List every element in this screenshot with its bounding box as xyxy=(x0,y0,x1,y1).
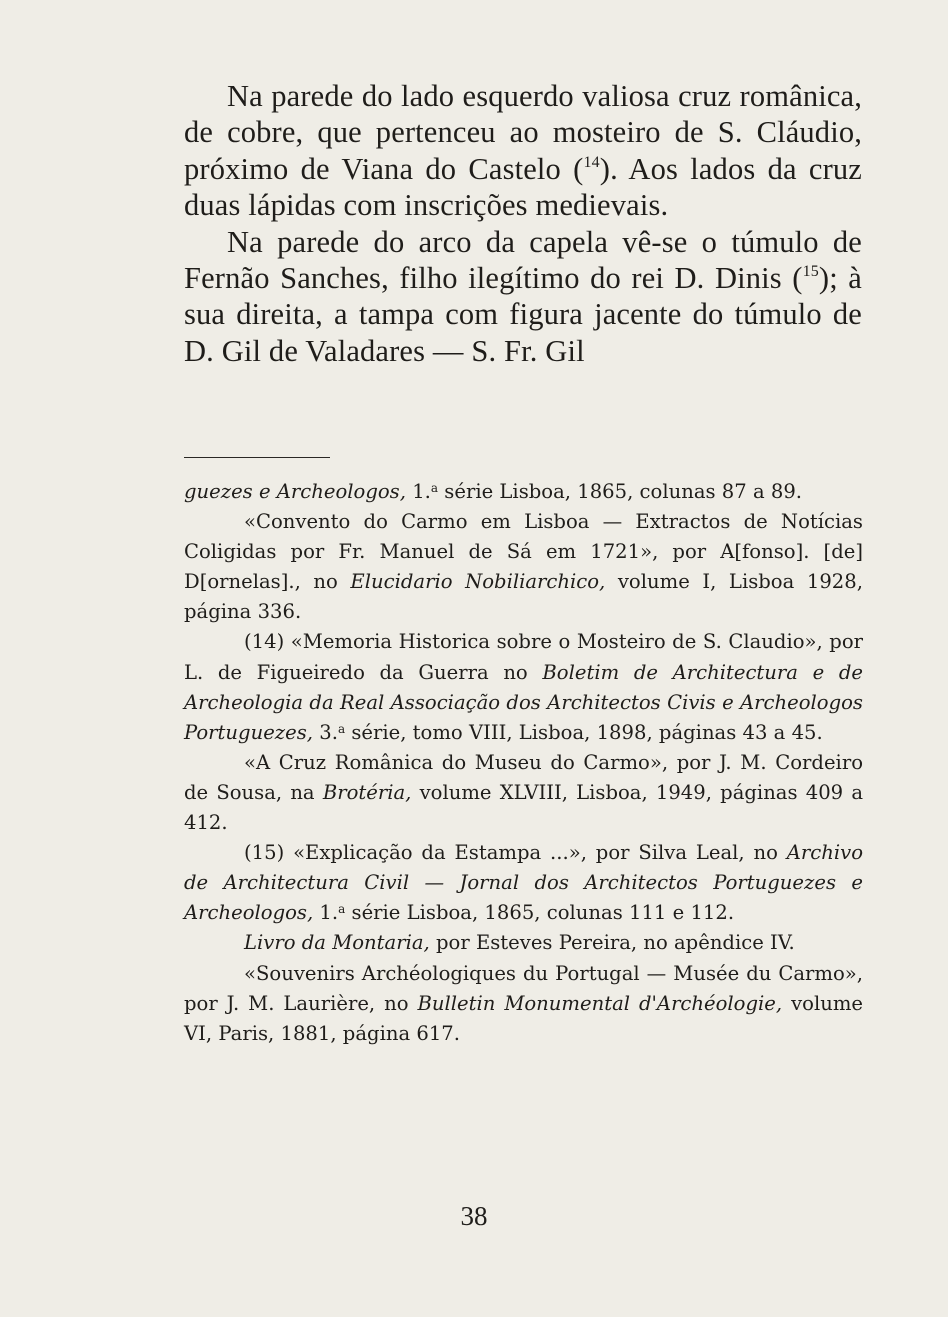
text-run: série, tomo VIII, Lisboa, 1898, páginas 43 a 45. xyxy=(345,720,823,744)
citation-title: Brotéria, xyxy=(322,780,412,804)
footnote xyxy=(184,748,863,838)
text-run: «Convento do Carmo em Lisboa — Extractos de Notícias Coligidas por Fr. Manuel de Sá em 1721», por A[fonso]. [de] D[ornelas]., no xyxy=(184,510,863,594)
citation-title: Boletim de Architectura e de Archeologia da Real Associação dos Architectos Civis e Archeologos Portuguezes, xyxy=(184,660,863,744)
footnote xyxy=(184,959,863,1049)
text-run: ). Aos lados da cruz duas lápidas com inscrições medievais. xyxy=(184,151,862,223)
citation-title: Bulletin Monumental d'Archéologie, xyxy=(417,991,783,1015)
footnote xyxy=(184,507,863,627)
footnote-divider xyxy=(184,457,330,458)
citation-title: Archivo de Architectura Civil — Jornal dos Architectos Portuguezes e Archeologos, xyxy=(184,841,863,925)
paragraph xyxy=(184,78,862,224)
footnote-ref: 15 xyxy=(802,263,819,281)
text-run: ); à sua direita, a tampa com figura jacente do túmulo de D. Gil de Valadares — S. Fr. Gil xyxy=(184,261,862,368)
text-run: Na parede do lado esquerdo valiosa cruz românica, de cobre, que pertenceu ao mosteiro de S. Cláudio, próximo de Viana do Castelo ( xyxy=(184,79,862,186)
ordinal-mark: a xyxy=(338,902,346,917)
text-run: volume I, Lisboa 1928, página 336. xyxy=(184,570,863,624)
text-run: série Lisboa, 1865, colunas 111 e 112. xyxy=(345,901,735,925)
text-run: 1. xyxy=(412,480,431,503)
text-run: por Esteves Pereira, no apêndice IV. xyxy=(429,931,795,955)
text-run: «Memoria Historica sobre o Mosteiro de S. Claudio», por L. de Figueiredo da Guerra no xyxy=(184,630,863,684)
footnote xyxy=(184,477,863,507)
text-run: volume XLVIII, Lisboa, 1949, páginas 409 a 412. xyxy=(184,780,863,835)
ordinal-mark: a xyxy=(337,721,346,736)
text-run: 3. xyxy=(313,720,338,744)
page-number: 38 xyxy=(460,1201,488,1231)
text-run: 1. xyxy=(313,901,339,925)
citation-title: Elucidario Nobiliarchico, xyxy=(350,570,606,594)
text-run: «Souvenirs Archéologiques du Portugal — Musée du Carmo», por J. M. Laurière, no xyxy=(184,961,863,1015)
citation-title: Livro da Montaria, xyxy=(244,931,430,955)
footnote-number: (15) xyxy=(244,841,285,865)
footnote xyxy=(184,928,863,958)
text-run: série Lisboa, 1865, colunas 87 a 89. xyxy=(438,480,803,503)
footnote xyxy=(184,838,863,928)
text-run: volume VI, Paris, 1881, página 617. xyxy=(184,991,864,1045)
main-text xyxy=(184,78,862,369)
text-run: «A Cruz Românica do Museu do Carmo», por J. M. Cordeiro de Sousa, na xyxy=(184,750,863,804)
text-run: Na parede do arco da capela vê-se o túmulo de Fernão Sanches, filho ilegítimo do rei D. Dinis ( xyxy=(184,224,862,296)
footnotes xyxy=(184,477,863,1049)
footnote-ref: 14 xyxy=(583,153,600,171)
footnote xyxy=(184,627,863,747)
text-run: «Explicação da Estampa ...», por Silva Leal, no xyxy=(284,841,787,865)
citation-title: guezes e Archeologos, xyxy=(184,480,406,503)
ordinal-mark: a xyxy=(430,481,439,495)
paragraph xyxy=(184,224,862,370)
footnote-number: (14) xyxy=(244,630,285,654)
